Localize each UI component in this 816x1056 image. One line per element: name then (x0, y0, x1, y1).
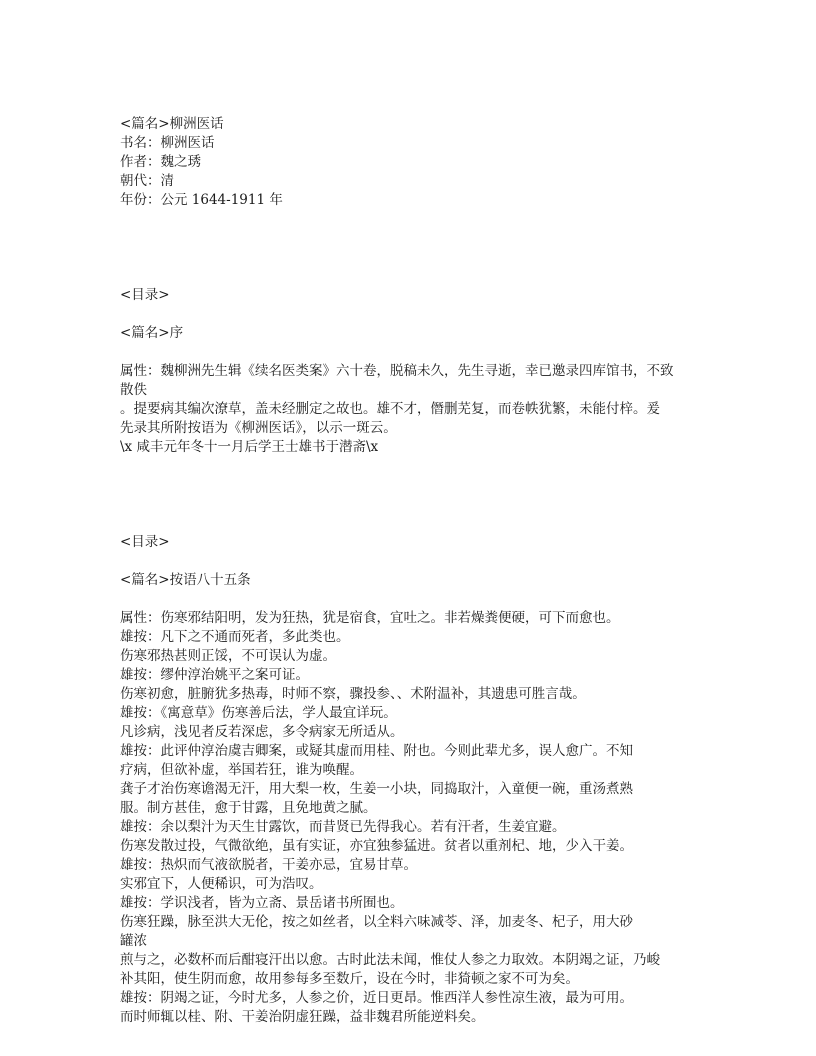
text-line: 服。制方甚佳，愈于甘露，且免地黄之腻。 (120, 800, 377, 816)
text-line: 先录其所附按语为《柳洲医话》，以示一斑云。 (120, 420, 397, 436)
text-line: 伤寒狂躁，脉至洪大无伦，按之如丝者，以全料六味减苓、泽，加麦冬、杞子，用大砂 (120, 914, 633, 930)
text-line: 凡诊病，浅见者反若深虑，多令病家无所适从。 (120, 724, 404, 740)
spacer (120, 343, 710, 362)
text-line: 散佚 (120, 382, 147, 398)
text-line: 雄按：凡下之不通而死者，多此类也。 (120, 629, 350, 645)
document-header (120, 115, 710, 210)
text-line: 雄按：余以梨汁为天生甘露饮，而昔贤已先得我心。若有汗者，生姜宜避。 (120, 819, 566, 835)
document-page (120, 115, 710, 1027)
text-line: 。提要病其编次潦草，盖未经删定之故也。雄不才，僭删芜复，而卷帙犹繁，未能付梓。爰 (120, 401, 660, 417)
spacer (120, 590, 710, 609)
text-line: 龚子才治伤寒谵渴无汗，用大梨一枚，生姜一小块，同捣取汁，入童便一碗，重汤煮熟 (120, 781, 633, 797)
chapter-title: <篇名>序 (120, 325, 184, 341)
header-title-line: <篇名>柳洲医话 (120, 116, 224, 132)
header-book-name: 书名：柳洲医话 (120, 135, 215, 151)
text-line: 雄按：热炽而气液欲脱者，干姜亦忌，宜易甘草。 (120, 857, 417, 873)
header-years: 年份：公元 1644-1911 年 (120, 192, 283, 208)
text-line: 补其阳，使生阴而愈，故用参每多至数斤，设在今时，非猗顿之家不可为矣。 (120, 971, 579, 987)
text-line: 伤寒邪热甚则正馁，不可误认为虚。 (120, 648, 336, 664)
section-commentary (120, 533, 710, 1027)
text-line: 雄按：缪仲淳治姚平之案可证。 (120, 667, 309, 683)
section-preface (120, 286, 710, 457)
spacer (120, 552, 710, 571)
text-line: 伤寒初愈，脏腑犹多热毒，时师不察，骤投参、、术附温补，其遗患可胜言哉。 (120, 686, 586, 702)
text-line: 雄按：《寓意草》伤寒善后法，学人最宜详玩。 (120, 705, 397, 721)
spacer (120, 457, 710, 533)
text-line: 实邪宜下，人便稀识，可为浩叹。 (120, 876, 323, 892)
header-author: 作者：魏之琇 (120, 154, 201, 170)
text-line: 雄按：此评仲淳治虞吉卿案，或疑其虚而用桂、附也。今则此辈尤多，误人愈广。不知 (120, 743, 633, 759)
text-line: 罐浓 (120, 933, 147, 949)
text-line: 雄按：阴竭之证，今时尤多，人参之价，近日更昂。惟西洋人参性凉生液，最为可用。 (120, 990, 633, 1006)
text-line: 雄按：学识浅者，皆为立斋、景岳诸书所囿也。 (120, 895, 404, 911)
text-line: 而时师辄以桂、附、干姜治阴虚狂躁，益非魏君所能逆料矣。 (120, 1009, 485, 1025)
text-line: \x 咸丰元年冬十一月后学王士雄书于潜斋\x (120, 439, 379, 455)
text-line: 疗病，但欲补虚，举国若狂，谁为唤醒。 (120, 762, 363, 778)
text-line: 伤寒发散过投，气微欲绝，虽有实证，亦宜独参猛进。贫者以重剂杞、地，少入干姜。 (120, 838, 633, 854)
text-line: 属性：魏柳洲先生辑《续名医类案》六十卷，脱稿未久，先生寻逝，幸已邀录四库馆书，不致 (120, 363, 674, 379)
toc-label: <目录> (120, 287, 170, 303)
chapter-title: <篇名>按语八十五条 (120, 572, 251, 588)
header-dynasty: 朝代：清 (120, 173, 174, 189)
text-line: 属性：伤寒邪结阳明，发为狂热，犹是宿食，宜吐之。非若燥粪便硬，可下而愈也。 (120, 610, 620, 626)
spacer (120, 305, 710, 324)
text-line: 煎与之，必数杯而后酣寝汗出以愈。古时此法未闻，惟仗人参之力取效。本阴竭之证，乃峻 (120, 952, 660, 968)
spacer (120, 210, 710, 286)
toc-label: <目录> (120, 534, 170, 550)
